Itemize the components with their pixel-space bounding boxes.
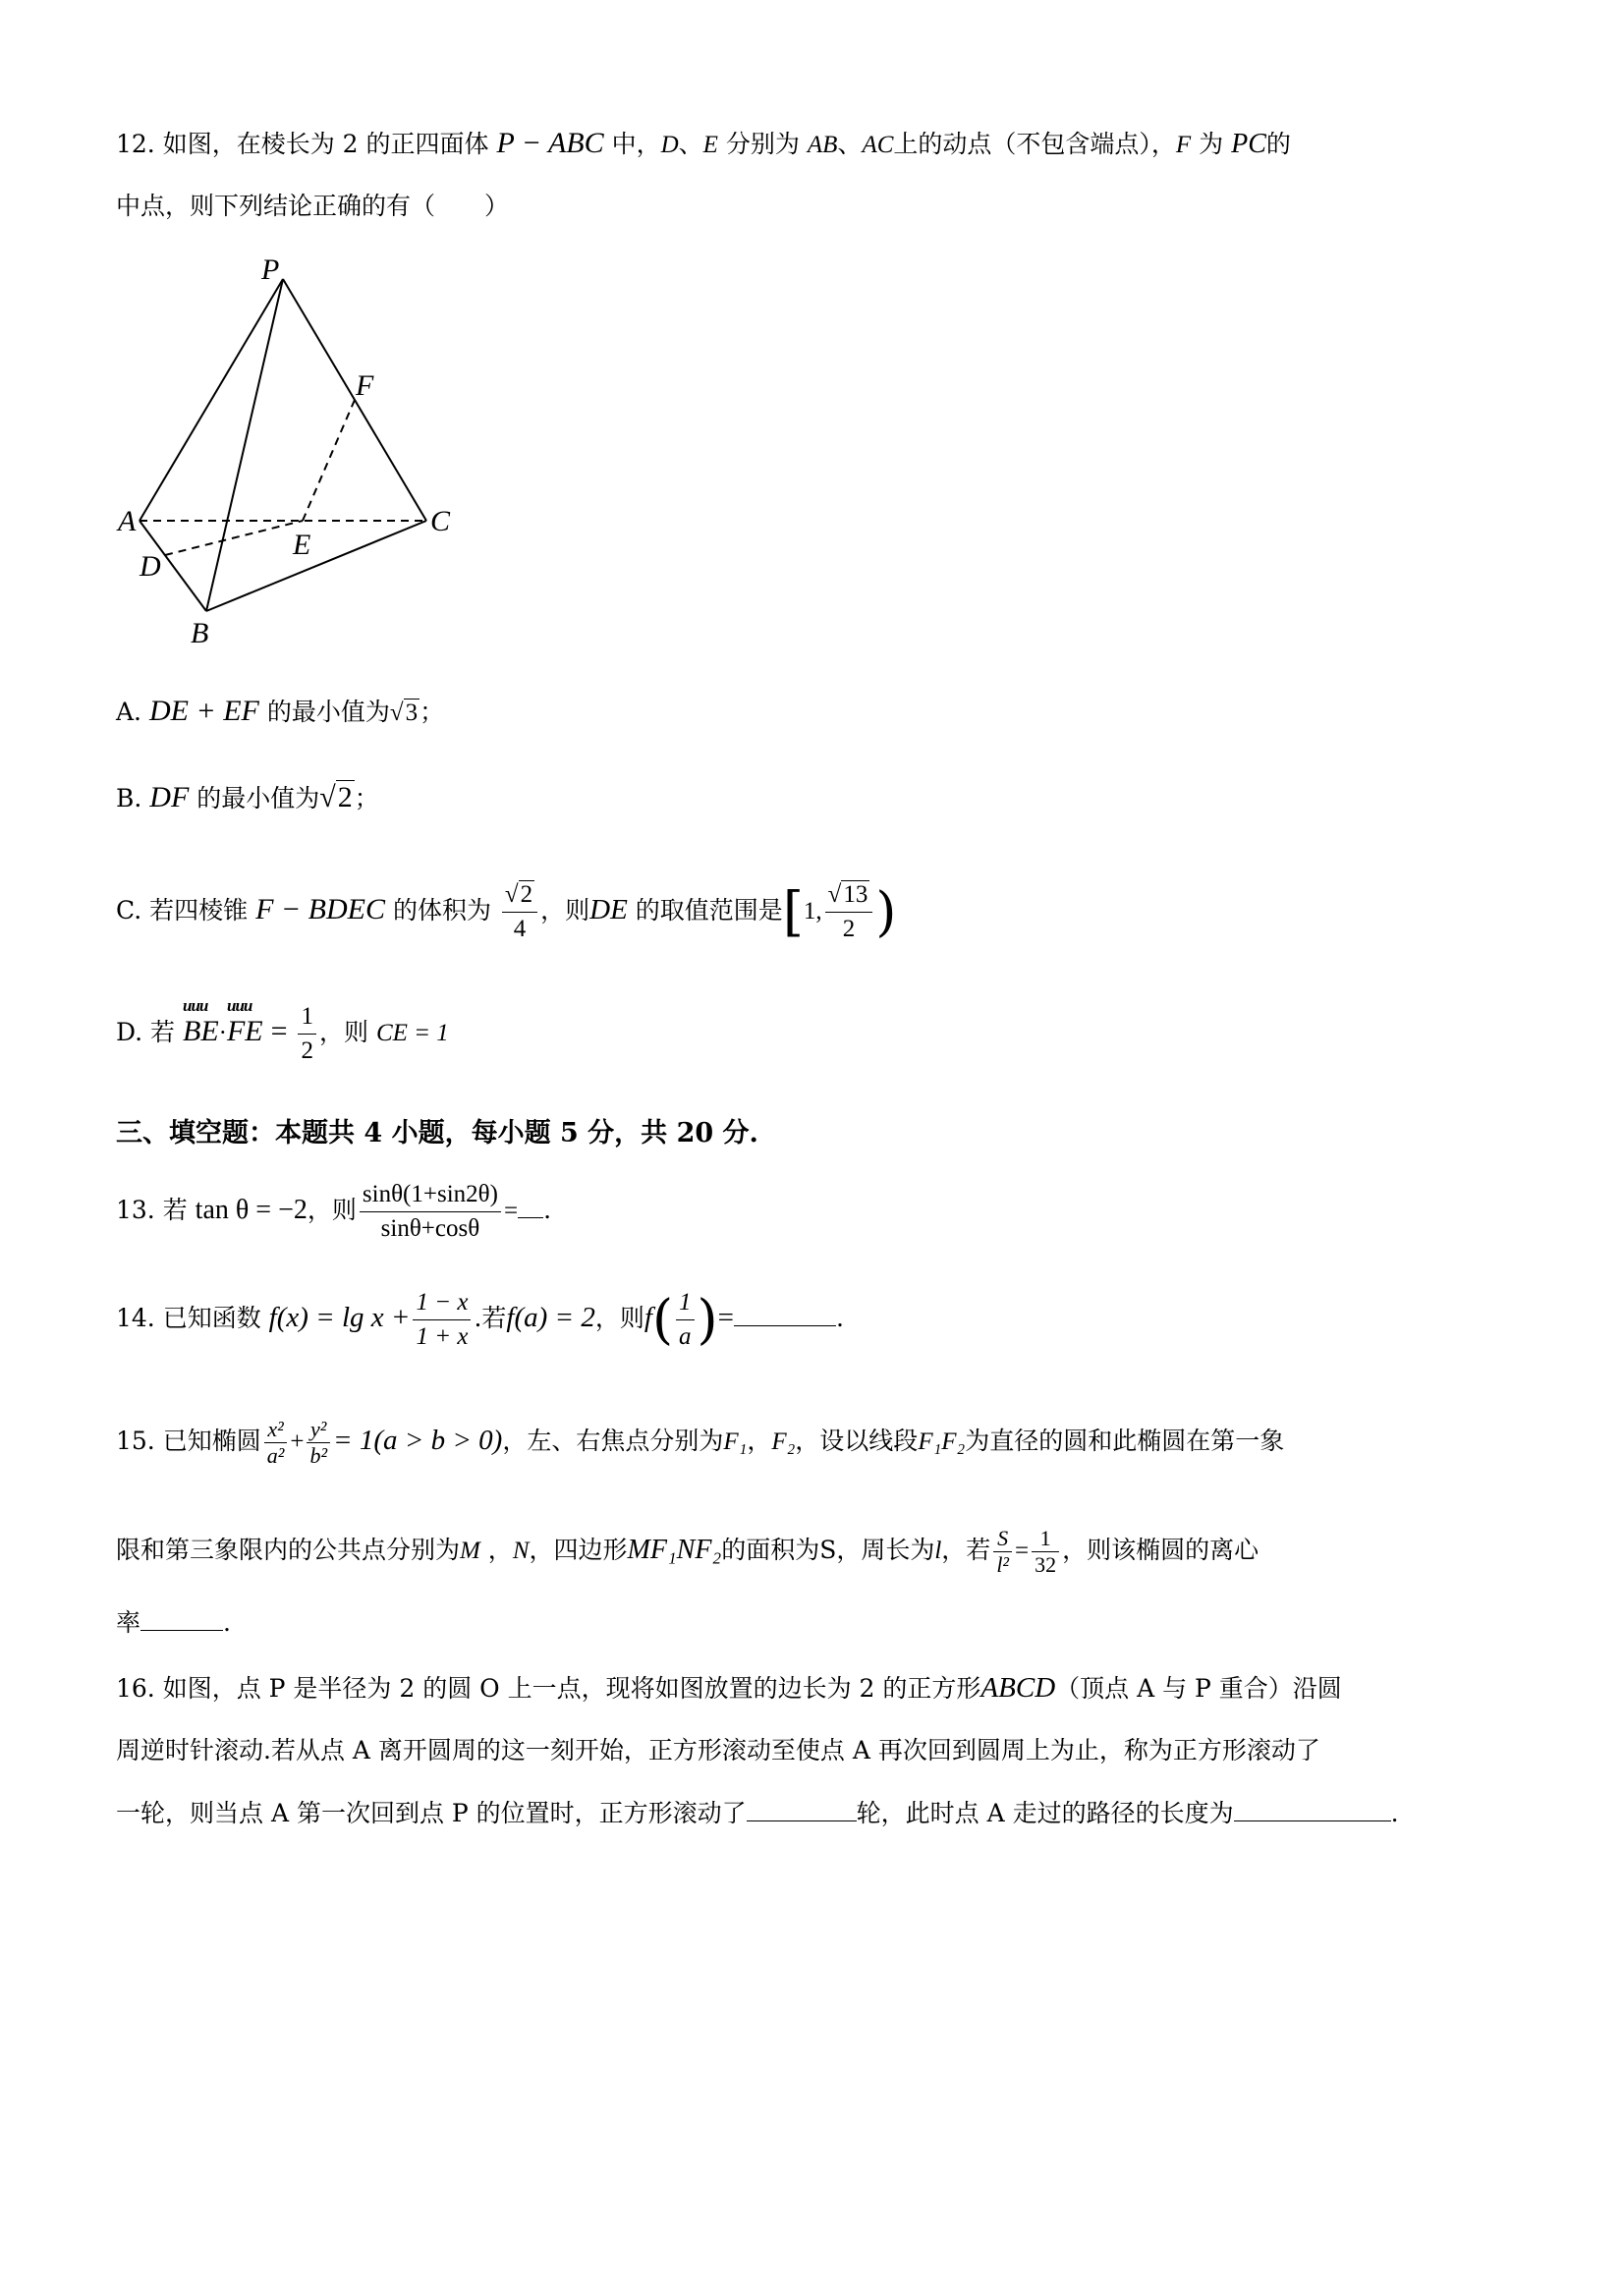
vector-fe (227, 994, 263, 1069)
q15-eq: = 1(a > b > 0) (333, 1425, 503, 1456)
q16-text: （顶点 A 与 P 重合）沿圆 (1055, 1674, 1342, 1703)
option-c-text: 的体积为 (392, 896, 491, 924)
option-c-de: DE (589, 894, 628, 925)
vector-fe-label: FE (226, 1015, 263, 1047)
q15-line1 (116, 1403, 1525, 1480)
q15-answer-blank[interactable] (140, 1630, 223, 1631)
vector-be-label: BE (183, 1015, 219, 1047)
frac-num: y² (307, 1417, 330, 1443)
frac-den: 1 + x (416, 1323, 469, 1350)
q14-fraction (413, 1286, 471, 1354)
q13-answer-blank[interactable] (518, 1217, 543, 1218)
option-d-text: ，则 (318, 1018, 368, 1046)
q12-sep: 、 (837, 130, 863, 158)
vector-arrow-mark: uuu (183, 996, 208, 1015)
q12-text: 的 (1265, 130, 1291, 158)
q13 (116, 1173, 1525, 1249)
label-e: E (293, 529, 311, 561)
frac-num: 13 (843, 881, 868, 908)
frac-num: 2 (520, 881, 533, 908)
q15-one-over-32 (1032, 1526, 1059, 1578)
frac-den: 2 (301, 1037, 313, 1064)
label-c: C (430, 505, 451, 537)
label-a: A (118, 505, 137, 537)
q13-end: . (543, 1196, 552, 1224)
edge-pb (206, 279, 283, 611)
label-d: D (140, 550, 161, 583)
q15-text: ，四边形 (529, 1536, 628, 1564)
q14-text: .若 (474, 1304, 507, 1332)
q16-path-length-blank[interactable] (1234, 1820, 1391, 1821)
option-label: C. 若四棱锥 (116, 896, 249, 924)
range-low: 1, (803, 898, 822, 924)
q12-pc: PC (1231, 129, 1266, 159)
option-a-text: 的最小值为 (266, 698, 390, 726)
q14-function: f(x) = lg x + (268, 1302, 411, 1333)
q12-option-d (116, 994, 1525, 1071)
q16-abcd: ABCD (980, 1672, 1056, 1704)
q12-tetra: P − ABC (496, 127, 604, 159)
q15-text: 15. 已知椭圆 (116, 1427, 261, 1455)
option-a-end: ； (420, 698, 445, 726)
sqrt-2: √2 (319, 781, 353, 813)
q12-line1 (116, 126, 1525, 163)
q16-line1 (116, 1670, 1525, 1707)
frac-num: 1 − x (413, 1286, 471, 1320)
option-label: A. (116, 698, 142, 726)
q15-line2 (116, 1513, 1525, 1589)
q13-text: ，则 (307, 1196, 357, 1224)
q15-x-fraction (264, 1417, 288, 1469)
segment-ef (303, 400, 355, 521)
frac-num: 1 (298, 1000, 316, 1035)
q14: 14. 已知函数 f(x) = lg x + $\frac{1 - x}{1 + x}$ .若f(a) = 2，则f( $\frac{1}{a}$ )= . (116, 1277, 1525, 1361)
q12-text: 上的动点（不包含端点）， (893, 130, 1176, 158)
q15-sep: ， (487, 1536, 513, 1564)
q16-text: 16. 如图，点 P 是半径为 2 的圆 O 上一点，现将如图放置的边长为 2 的正方形 (116, 1674, 981, 1703)
frac-num: 1 (676, 1286, 695, 1320)
q16-text: 轮，此时点 A 走过的路径的长度为 (856, 1799, 1234, 1827)
frac-den: b² (309, 1443, 328, 1468)
fraction-one-half (298, 1000, 316, 1068)
q15-sep: ， (747, 1427, 772, 1455)
option-c-solid: F − BDEC (255, 893, 385, 925)
q14-cond: f(a) = 2 (506, 1302, 595, 1333)
q15-text: ，左、右焦点分别为 (502, 1427, 724, 1455)
q15-f2: F₂ (771, 1428, 796, 1455)
frac-den: a (679, 1323, 692, 1350)
q12-ab: AB (807, 132, 838, 158)
option-d-ce: CE = 1 (375, 1020, 449, 1046)
fraction-sqrt13-over-2: $\frac{√13}{2}$ (825, 878, 873, 946)
sqrt-3: √3 (389, 700, 419, 726)
q15-end: . (223, 1608, 231, 1637)
q12-var-e: E (702, 132, 718, 158)
q14-end: . (835, 1304, 844, 1332)
q16-text: 一轮，则当点 A 第一次回到点 P 的位置时，正方形滚动了 (116, 1799, 747, 1827)
q13-text: 13. 若 (116, 1196, 188, 1224)
q14-text: ，则 (594, 1304, 644, 1332)
option-c-text: 的取值范围是 (635, 896, 783, 924)
q12-text: 分别为 (725, 130, 800, 158)
label-p: P (261, 257, 280, 286)
plus: + (290, 1428, 305, 1455)
q14-f: f (644, 1302, 652, 1333)
q12-text: 为 (1199, 130, 1224, 158)
q15-y-fraction (307, 1417, 330, 1469)
tetrahedron-figure (106, 257, 479, 660)
q12-option-b (116, 780, 1525, 816)
q15-s-over-l2 (993, 1526, 1012, 1578)
segment-de (165, 521, 303, 555)
section-3-title: 三、填空题：本题共 4 小题，每小题 5 分，共 20 分. (116, 1118, 758, 1148)
q12-text: 12. 如图，在棱长为 2 的正四面体 (116, 130, 489, 158)
q12-text: 中， (611, 130, 661, 158)
q15-text: ，则该椭圆的离心 (1062, 1536, 1259, 1564)
q13-fraction (360, 1178, 501, 1246)
option-b-expr: DF (149, 781, 190, 813)
q15-text: 限和第三象限内的公共点分别为 (116, 1536, 461, 1564)
q15-m: M (460, 1538, 480, 1564)
q15-l: l (934, 1538, 942, 1564)
q16-end: . (1390, 1799, 1399, 1827)
option-b-end: ； (354, 784, 379, 812)
vector-be (183, 994, 219, 1069)
q12-line2: 中点，则下列结论正确的有（ ） (116, 192, 510, 220)
label-f: F (356, 369, 374, 402)
option-a-expr: DE + EF (148, 695, 259, 727)
frac-num: 1 (1032, 1526, 1059, 1552)
equals: = (1015, 1538, 1030, 1564)
option-label: B. (116, 784, 142, 812)
edge-bc (206, 521, 426, 611)
q14-answer-blank[interactable] (734, 1325, 836, 1326)
frac-den: 32 (1035, 1552, 1057, 1577)
edge-pa (140, 279, 283, 521)
option-label: D. 若 (116, 1018, 176, 1046)
q15-n: N (512, 1538, 530, 1564)
q15-text: 率 (116, 1608, 141, 1637)
q12-sep: 、 (678, 130, 703, 158)
dot-operator: · (218, 1020, 227, 1046)
frac-den: 2 (842, 916, 856, 942)
vector-arrow-mark: uuu (226, 996, 252, 1015)
frac-den: a² (266, 1443, 285, 1468)
q15-text: 为直径的圆和此椭圆在第一象 (965, 1427, 1285, 1455)
q14-text: 14. 已知函数 (116, 1304, 261, 1332)
q16-rounds-blank[interactable] (747, 1820, 857, 1821)
q15-text: ，设以线段 (795, 1427, 919, 1455)
q16-line2: 周逆时针滚动.若从点 A 离开圆周的这一刻开始，正方形滚动至使点 A 再次回到圆周上为止，称为正方形滚动了 (116, 1736, 1320, 1764)
frac-den: 4 (513, 916, 527, 942)
q15-f1f2: F₁F₂ (918, 1428, 966, 1455)
q12-ac: AC (862, 132, 894, 158)
fraction-sqrt2-over-4: $\frac{√2}{4}$ (502, 878, 537, 946)
frac-num: sinθ(1+sin2θ) (360, 1178, 501, 1212)
q12-var-d: D (660, 132, 679, 158)
equals: = (270, 1015, 288, 1047)
frac-num: x² (264, 1417, 288, 1443)
q12-var-f: F (1175, 132, 1192, 158)
option-b-text: 的最小值为 (196, 784, 320, 812)
option-c-text: ，则 (540, 896, 590, 924)
frac-den: l² (996, 1552, 1010, 1577)
frac-den: sinθ+cosθ (380, 1215, 480, 1242)
q15-line3 (116, 1605, 1525, 1641)
frac-num: S (993, 1526, 1012, 1552)
q16-line3 (116, 1796, 1525, 1831)
q15-quad: MF₁NF₂ (627, 1535, 722, 1565)
left-bracket: [ (782, 880, 804, 943)
q15-f1: F₁ (723, 1428, 748, 1455)
q12-option-c (116, 872, 1525, 950)
q13-cond: tan θ = −2 (195, 1195, 308, 1225)
q12-option-a (116, 694, 1525, 731)
q15-text: ，若 (941, 1536, 991, 1564)
equals: = (717, 1302, 734, 1333)
right-paren: ) (875, 880, 897, 943)
label-b: B (191, 617, 209, 649)
q14-arg-fraction (676, 1286, 695, 1354)
equals: = (503, 1198, 519, 1224)
q15-text: 的面积为S，周长为 (721, 1536, 935, 1564)
